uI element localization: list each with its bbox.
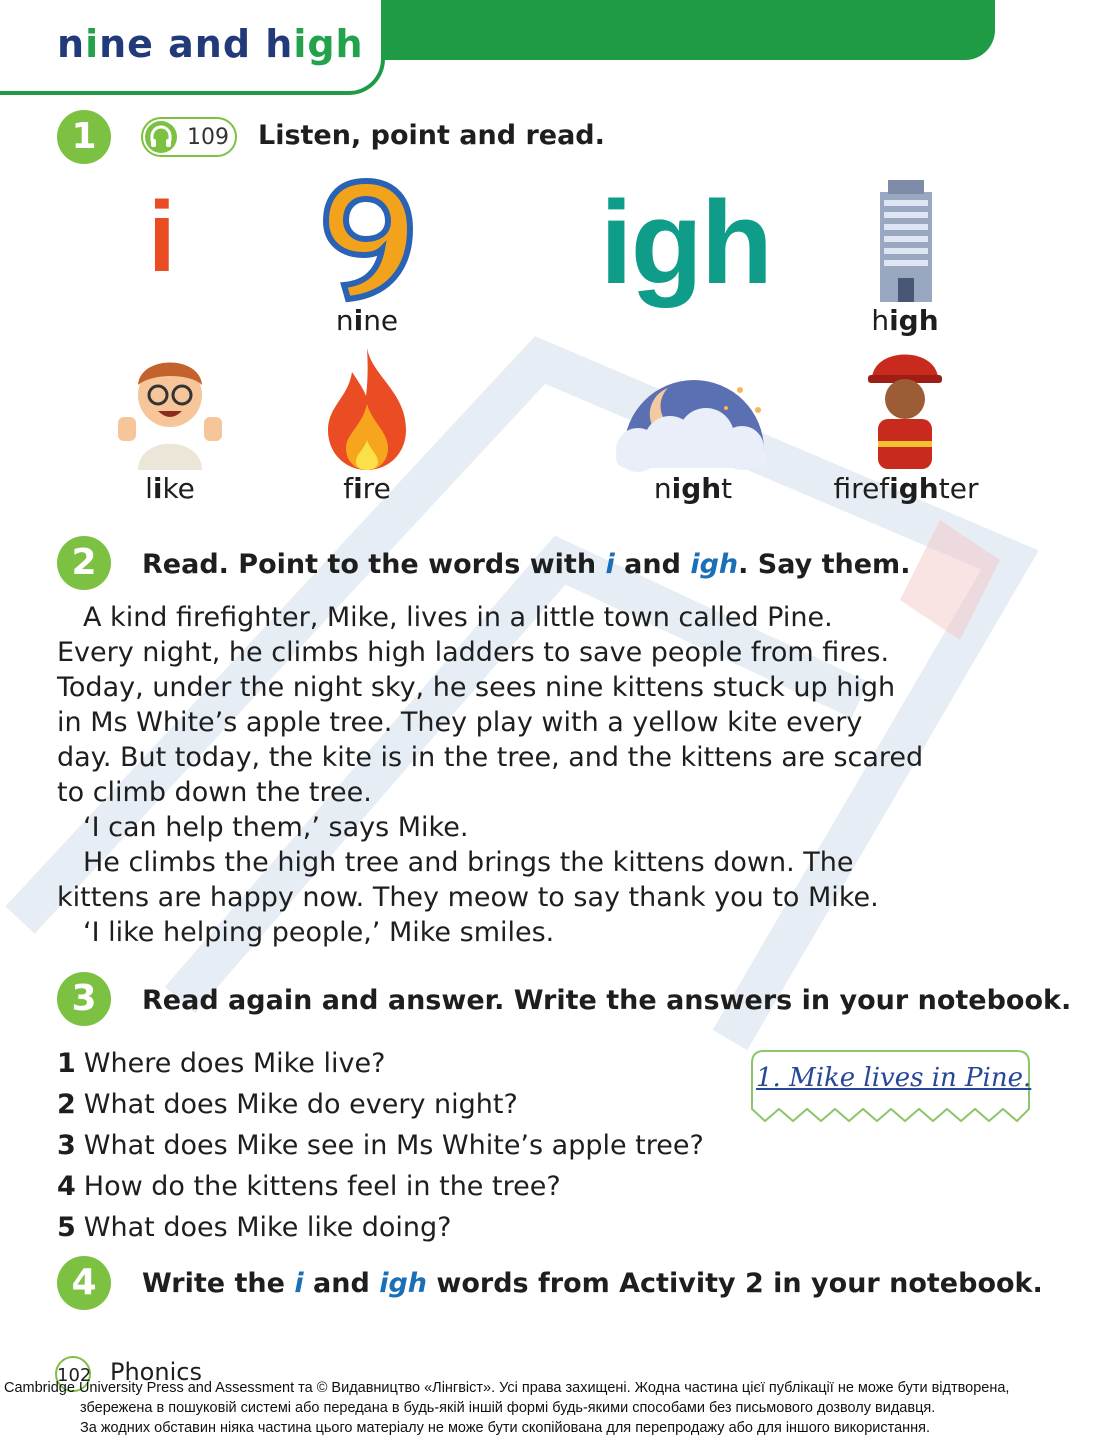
question-item: 1 Where does Mike live? <box>57 1048 386 1079</box>
page-title: nine and high <box>57 22 364 66</box>
word-like: like <box>145 472 195 505</box>
audio-track-number: 109 <box>187 125 229 150</box>
word-firefighter: firefighter <box>833 472 979 505</box>
story-line: day. But today, the kite is in the tree, and the kittens are scared <box>57 742 924 773</box>
story-line: He climbs the high tree and brings the kittens down. The <box>83 847 854 878</box>
activity-2-instruction: Read. Point to the words with i and igh. Say them. <box>142 549 911 580</box>
activity-4-instruction: Write the i and igh words from Activity 2 in your notebook. <box>142 1268 1043 1299</box>
letter-i: i <box>148 181 176 293</box>
activity-1-badge: 1 <box>57 110 111 164</box>
story-line: in Ms White’s apple tree. They play with a yellow kite every <box>57 707 863 738</box>
activity-2-badge: 2 <box>57 536 111 590</box>
story-line: A kind firefighter, Mike, lives in a little town called Pine. <box>83 602 833 633</box>
question-item: 2 What does Mike do every night? <box>57 1089 518 1120</box>
question-list <box>57 1043 704 1248</box>
boy-thumbs-up-image <box>118 345 222 470</box>
fire-image <box>322 346 412 472</box>
story-line: kittens are happy now. They meow to say thank you to Mike. <box>57 882 879 913</box>
story-line: ‘I can help them,’ says Mike. <box>83 812 469 843</box>
copyright-notice <box>4 1378 1105 1438</box>
story-line: to climb down the tree. <box>57 777 372 808</box>
story-line: Every night, he climbs high ladders to save people from fires. <box>57 637 890 668</box>
question-item: 5 What does Mike like doing? <box>57 1212 452 1243</box>
copyright-line: За жодних обставин ніяка частина цього матеріалу не може бути скопійована для перепродажу або для іншого використання. <box>80 1420 931 1436</box>
story-line: Today, under the night sky, he sees nine kittens stuck up high <box>57 672 896 703</box>
activity-4-badge: 4 <box>57 1256 111 1310</box>
night-sky-image <box>608 350 778 472</box>
number-nine-image <box>318 175 418 303</box>
letter-igh: igh <box>600 177 771 309</box>
question-item: 4 How do the kittens feel in the tree? <box>57 1171 561 1202</box>
activity-3-badge: 3 <box>57 972 111 1026</box>
page-number: 102 <box>55 1356 91 1392</box>
tall-building-image <box>874 178 938 302</box>
copyright-line: Cambridge University Press and Assessment та © Видавництво «Лінгвіст». Усі права захищені. Жодна частина цієї публікації не може бути відтворена, <box>4 1380 1010 1396</box>
question-item: 3 What does Mike see in Ms White’s apple tree? <box>57 1130 704 1161</box>
section-name: Phonics <box>110 1358 202 1386</box>
word-high: high <box>871 304 939 337</box>
activity-3-instruction: Read again and answer. Write the answers in your notebook. <box>142 985 1072 1016</box>
firefighter-image <box>868 345 942 470</box>
word-fire: fire <box>343 472 391 505</box>
example-answer-note <box>750 1049 1031 1139</box>
copyright-line: збережена в пошуковій системі або передана в будь-якій іншій формі будь-якими способами без письмового дозволу видавця. <box>80 1400 936 1416</box>
header-bar <box>385 0 995 60</box>
example-answer-text: 1. Mike lives in Pine. <box>756 1063 1032 1093</box>
activity-1-instruction: Listen, point and read. <box>258 120 605 151</box>
word-nine: nine <box>335 304 399 337</box>
headphones-icon <box>145 121 177 153</box>
story-text <box>57 600 1047 950</box>
story-line: ‘I like helping people,’ Mike smiles. <box>83 917 555 948</box>
word-night: night <box>653 472 733 505</box>
audio-track-button[interactable] <box>141 117 237 157</box>
